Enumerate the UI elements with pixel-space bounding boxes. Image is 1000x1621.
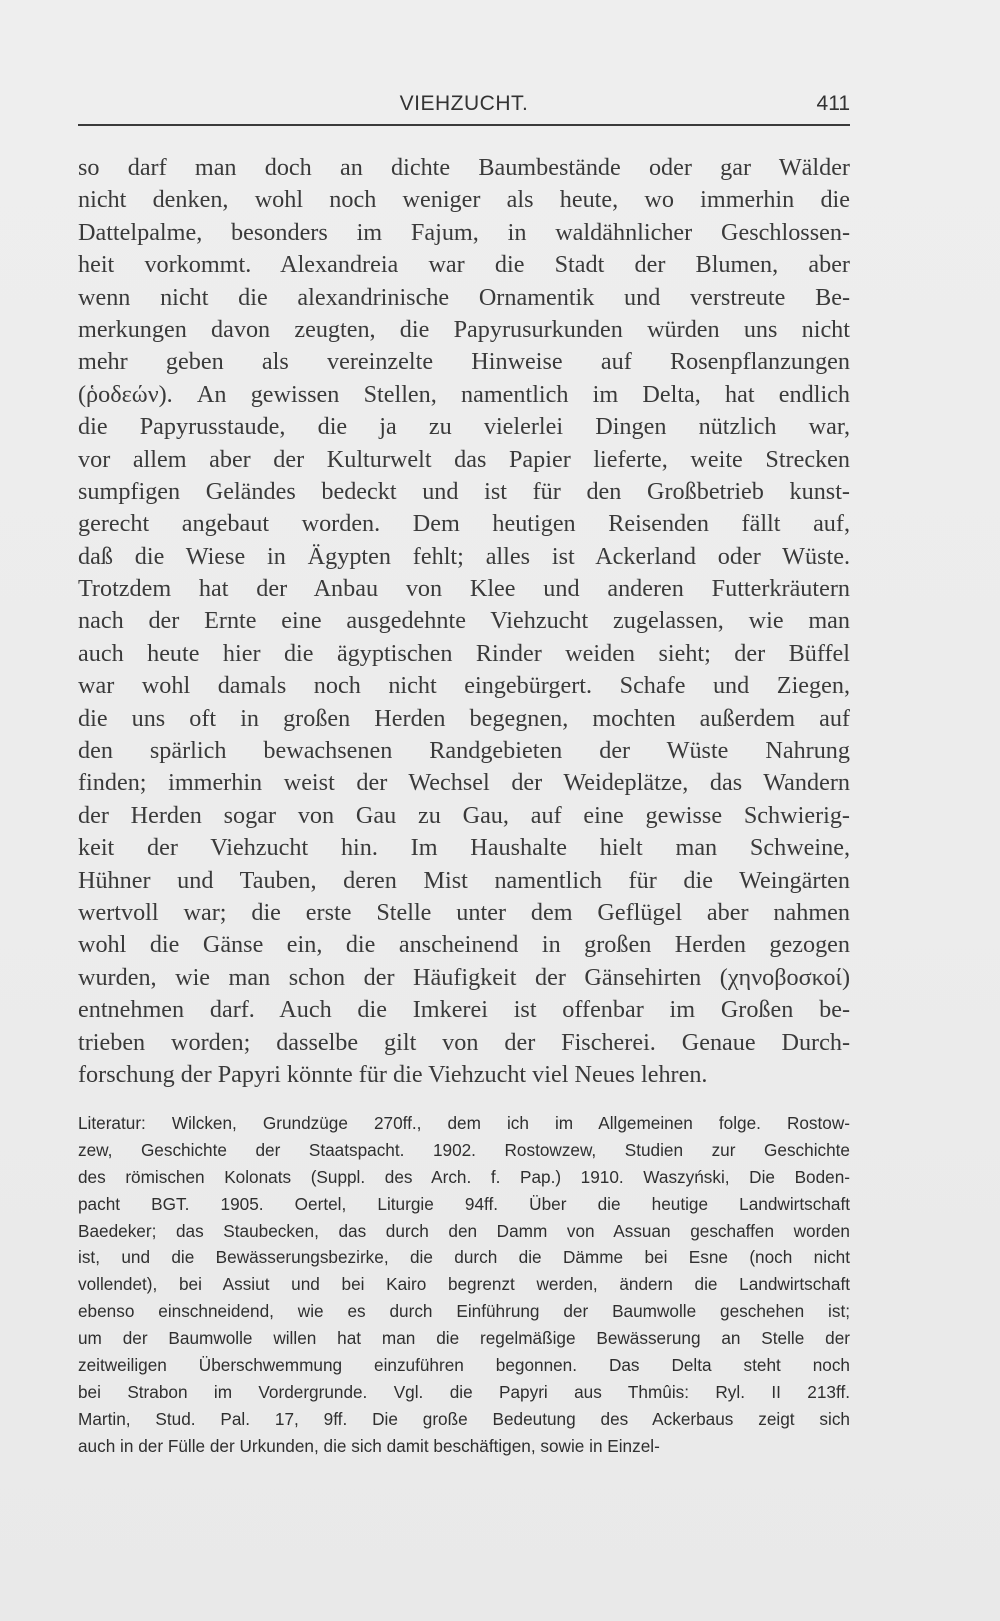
text-line: war wohl damals noch nicht eingebürgert. Schafe und Ziegen, xyxy=(78,672,850,700)
text-line: forschung der Papyri könnte für die Viehzucht viel Neues lehren. xyxy=(78,1060,708,1088)
page-number: 411 xyxy=(816,92,850,115)
text-line: so darf man doch an dichte Baumbestände oder gar Wälder xyxy=(78,154,850,181)
text-line: Trotzdem hat der Anbau von Klee und anderen Futterkräutern xyxy=(78,575,850,603)
note-line: zeitweiligen Überschwemmung einzuführen begonnen. Das Delta steht noch xyxy=(78,1355,850,1376)
text-line: wurden, wie man schon der Häufigkeit der Gänsehirten (χηνοβοσκοί) xyxy=(78,963,850,991)
body-text xyxy=(78,152,850,1091)
text-line: mehr geben als vereinzelte Hinweise auf Rosenpflanzungen xyxy=(78,348,850,376)
page-title: VIEHZUCHT. xyxy=(399,92,529,115)
note-line: bei Strabon im Vordergrunde. Vgl. die Papyri aus Thmûis: Ryl. II 213ff. xyxy=(78,1381,850,1402)
text-line: gerecht angebaut worden. Dem heutigen Reisenden fällt auf, xyxy=(78,510,850,538)
note-line: zew, Geschichte der Staatspacht. 1902. Rostowzew, Studien zur Geschichte xyxy=(78,1139,850,1160)
text-line: vor allem aber der Kulturwelt das Papier lieferte, weite Strecken xyxy=(78,445,850,473)
note-line: um der Baumwolle willen hat man die regelmäßige Bewässerung an Stelle der xyxy=(78,1328,850,1349)
note-line: Literatur: Wilcken, Grundzüge 270ff., dem ich im Allgemeinen folge. Rostow- xyxy=(78,1113,850,1133)
note-line: vollendet), bei Assiut und bei Kairo begrenzt werden, ändern die Landwirtschaft xyxy=(78,1274,850,1295)
text-line: nicht denken, wohl noch weniger als heute, wo immerhin die xyxy=(78,186,850,214)
text-line: wohl die Gänse ein, die anscheinend in großen Herden gezogen xyxy=(78,931,850,959)
note-line: ist, und die Bewässerungsbezirke, die durch die Dämme bei Esne (noch nicht xyxy=(78,1247,850,1268)
text-line: die uns oft in großen Herden begegnen, mochten außerdem auf xyxy=(78,704,850,732)
text-line: wertvoll war; die erste Stelle unter dem Geflügel aber nahmen xyxy=(78,898,850,926)
note-line: des römischen Kolonats (Suppl. des Arch. f. Pap.) 1910. Waszyński, Die Boden- xyxy=(78,1166,850,1187)
text-line: Dattelpalme, besonders im Fajum, in waldähnlicher Geschlossen- xyxy=(78,218,850,246)
text-line: wenn nicht die alexandrinische Ornamentik und verstreute Be- xyxy=(78,283,850,311)
text-line: sumpfigen Geländes bedeckt und ist für den Großbetrieb kunst- xyxy=(78,477,850,505)
text-line: daß die Wiese in Ägypten fehlt; alles ist Ackerland oder Wüste. xyxy=(78,542,850,570)
note-line: auch in der Fülle der Urkunden, die sich damit beschäftigen, sowie in Einzel- xyxy=(78,1435,660,1456)
text-line: heit vorkommt. Alexandreia war die Stadt der Blumen, aber xyxy=(78,251,850,279)
text-line: den spärlich bewachsenen Randgebieten der Wüste Nahrung xyxy=(78,737,850,765)
text-line: keit der Viehzucht hin. Im Haushalte hielt man Schweine, xyxy=(78,834,850,862)
text-line: der Herden sogar von Gau zu Gau, auf eine gewisse Schwierig- xyxy=(78,801,850,829)
text-line: auch heute hier die ägyptischen Rinder weiden sieht; der Büffel xyxy=(78,639,850,667)
text-line: entnehmen darf. Auch die Imkerei ist offenbar im Großen be- xyxy=(78,996,850,1024)
text-line: nach der Ernte eine ausgedehnte Viehzucht zugelassen, wie man xyxy=(78,607,850,635)
text-line: Hühner und Tauben, deren Mist namentlich für die Weingärten xyxy=(78,866,850,894)
text-line: merkungen davon zeugten, die Papyrusurkunden würden uns nicht xyxy=(78,315,850,343)
running-header xyxy=(78,88,850,124)
text-line: finden; immerhin weist der Wechsel der Weideplätze, das Wandern xyxy=(78,769,850,797)
note-line: Baedeker; das Staubecken, das durch den Damm von Assuan geschaffen worden xyxy=(78,1220,850,1241)
note-line: Martin, Stud. Pal. 17, 9ff. Die große Bedeutung des Ackerbaus zeigt sich xyxy=(78,1408,850,1429)
header-rule xyxy=(78,124,850,126)
note-line: ebenso einschneidend, wie es durch Einführung der Baumwolle geschehen ist; xyxy=(78,1301,850,1322)
note-line: pacht BGT. 1905. Oertel, Liturgie 94ff. Über die heutige Landwirtschaft xyxy=(78,1193,850,1214)
text-line: trieben worden; dasselbe gilt von der Fischerei. Genaue Durch- xyxy=(78,1028,850,1056)
text-line: (ῥοδεών). An gewissen Stellen, namentlich im Delta, hat endlich xyxy=(78,380,850,408)
literature-notes xyxy=(78,1110,850,1460)
text-line: die Papyrusstaude, die ja zu vielerlei Dingen nützlich war, xyxy=(78,413,850,441)
